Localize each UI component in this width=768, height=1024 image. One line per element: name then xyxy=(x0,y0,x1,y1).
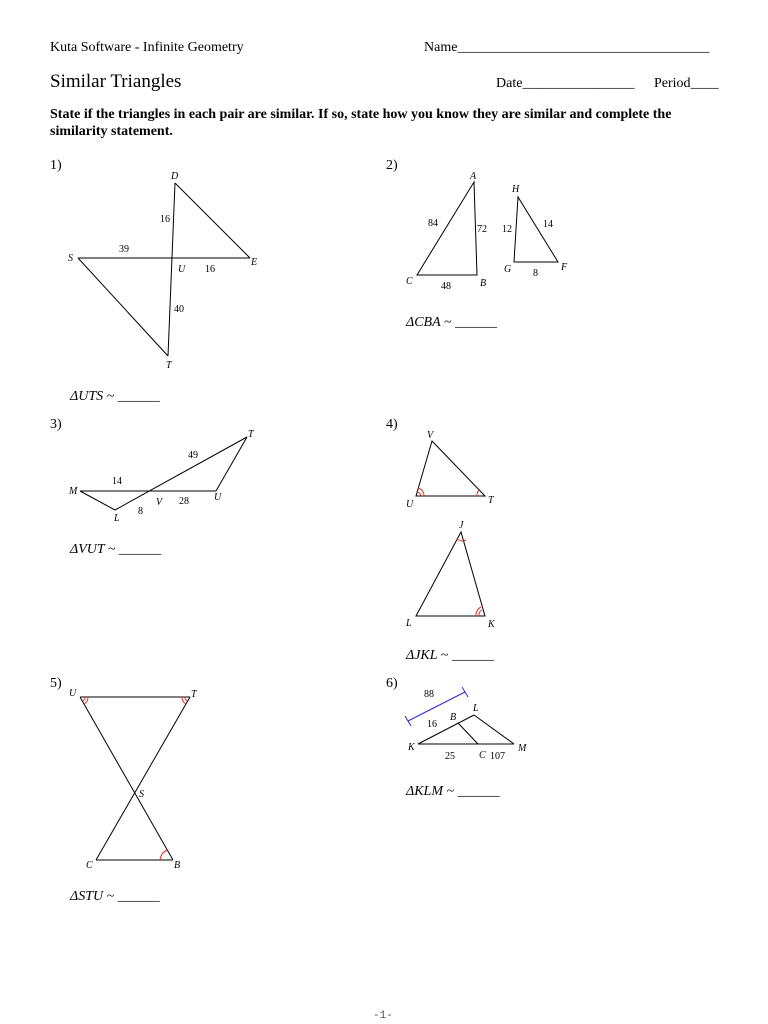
segment-ml xyxy=(80,491,115,510)
instructions: State if the triangles in each pair are similar. If so, state how you know they are similar and complete the similarity statement. xyxy=(50,107,672,139)
period-line: ____ xyxy=(690,76,719,91)
length-label-gf: 8 xyxy=(533,268,538,279)
vertex-label-t: T xyxy=(488,495,494,506)
vertex-label-k: K xyxy=(488,619,495,630)
vertex-label-l: L xyxy=(473,703,479,714)
length-label-lv: 8 xyxy=(138,506,143,517)
software-title: Kuta Software - Infinite Geometry xyxy=(50,40,244,55)
length-label-hf: 14 xyxy=(543,219,553,230)
figure-3 xyxy=(68,429,255,524)
length-label-vt: 49 xyxy=(188,450,198,461)
segment-ub xyxy=(80,697,173,860)
vertex-label-f: F xyxy=(561,262,568,273)
figure-2 xyxy=(406,171,568,292)
figure-6 xyxy=(405,687,527,762)
dimension-tick-k xyxy=(405,716,411,726)
vertex-label-m: M xyxy=(69,486,78,497)
length-label-hg: 12 xyxy=(502,224,512,235)
length-label-ca: 84 xyxy=(428,218,438,229)
angle-mark-j xyxy=(457,539,466,541)
vertex-label-v: V xyxy=(427,430,434,441)
similarity-statement-5[interactable]: ΔSTU ~ ______ xyxy=(70,889,160,904)
length-label-du: 16 xyxy=(160,214,170,225)
vertex-label-b: B xyxy=(450,712,457,723)
segment-st xyxy=(78,258,168,356)
vertex-label-u: U xyxy=(214,492,222,503)
vertex-label-b: B xyxy=(480,278,487,289)
vertex-label-u: U xyxy=(69,688,77,699)
problem-number-2: 2) xyxy=(386,158,398,173)
page-number: -1- xyxy=(373,1010,393,1022)
figure-4 xyxy=(405,430,496,630)
vertex-label-d: D xyxy=(171,171,179,182)
vertex-label-k: K xyxy=(408,742,415,753)
vertex-label-s: S xyxy=(139,789,144,800)
angle-mark-k-inner xyxy=(479,610,482,616)
problem-number-6: 6) xyxy=(386,676,398,691)
vertex-label-t: T xyxy=(166,360,172,371)
angle-mark-b xyxy=(160,850,167,860)
name-label: Name xyxy=(424,40,458,55)
vertex-label-j: J xyxy=(459,520,464,531)
problem-number-1: 1) xyxy=(50,158,62,173)
name-line: ____________________________________ xyxy=(457,40,710,55)
figure-1 xyxy=(68,171,257,371)
problem-number-3: 3) xyxy=(50,417,62,432)
segment-lm xyxy=(474,715,514,744)
length-label-kc: 25 xyxy=(445,751,455,762)
triangle-vut xyxy=(416,441,485,496)
dimension-tick-l xyxy=(462,687,468,697)
length-label-su: 39 xyxy=(119,244,129,255)
vertex-label-t: T xyxy=(248,429,254,440)
segment-tc xyxy=(96,697,190,860)
figure-5 xyxy=(69,688,198,871)
page-title: Similar Triangles xyxy=(50,71,182,92)
similarity-statement-1[interactable]: ΔUTS ~ ______ xyxy=(70,389,160,404)
angle-mark-t-inner xyxy=(185,697,187,701)
angle-mark-u-inner xyxy=(83,697,85,701)
vertex-label-c: C xyxy=(86,860,93,871)
segment-bc xyxy=(458,723,478,744)
problem-number-4: 4) xyxy=(386,417,398,432)
vertex-label-c: C xyxy=(406,276,413,287)
date-label: Date xyxy=(496,76,523,91)
similarity-statement-4[interactable]: ΔJKL ~ ______ xyxy=(406,648,494,663)
vertex-label-l: L xyxy=(406,618,412,629)
angle-mark-u-inner xyxy=(417,492,421,496)
vertex-label-b: B xyxy=(174,860,181,871)
length-label-vu: 28 xyxy=(179,496,189,507)
similarity-statement-3[interactable]: ΔVUT ~ ______ xyxy=(70,542,161,557)
length-label-ab: 72 xyxy=(477,224,487,235)
triangle-jlk xyxy=(416,532,485,616)
vertex-label-v: V xyxy=(156,497,163,508)
vertex-label-h: H xyxy=(512,184,520,195)
length-label-mv: 14 xyxy=(112,476,122,487)
triangle-abc xyxy=(417,182,477,275)
vertex-label-l: L xyxy=(114,513,120,524)
length-label-cb: 48 xyxy=(441,281,451,292)
vertex-label-t: T xyxy=(191,689,197,700)
vertex-label-a: A xyxy=(470,171,477,182)
date-line: ________________ xyxy=(522,76,635,91)
period-label: Period xyxy=(654,76,691,91)
segment-de xyxy=(175,183,250,258)
vertex-label-m: M xyxy=(518,743,527,754)
segment-dt xyxy=(168,183,175,356)
length-label-cm: 107 xyxy=(490,751,505,762)
vertex-label-u: U xyxy=(406,499,414,510)
similarity-statement-6[interactable]: ΔKLM ~ ______ xyxy=(406,784,500,799)
vertex-label-s: S xyxy=(68,253,73,264)
length-label-kb: 16 xyxy=(427,719,437,730)
similarity-statement-2[interactable]: ΔCBA ~ ______ xyxy=(406,315,497,330)
length-label-ut: 40 xyxy=(174,304,184,315)
vertex-label-e: E xyxy=(251,257,258,268)
angle-mark-t xyxy=(477,490,479,496)
length-label-kl: 88 xyxy=(424,689,434,700)
dimension-arrow-kl xyxy=(408,692,465,721)
problem-number-5: 5) xyxy=(50,676,62,691)
vertex-label-c: C xyxy=(479,750,486,761)
vertex-label-u: U xyxy=(178,264,186,275)
length-label-ue: 16 xyxy=(205,264,215,275)
vertex-label-g: G xyxy=(504,264,512,275)
